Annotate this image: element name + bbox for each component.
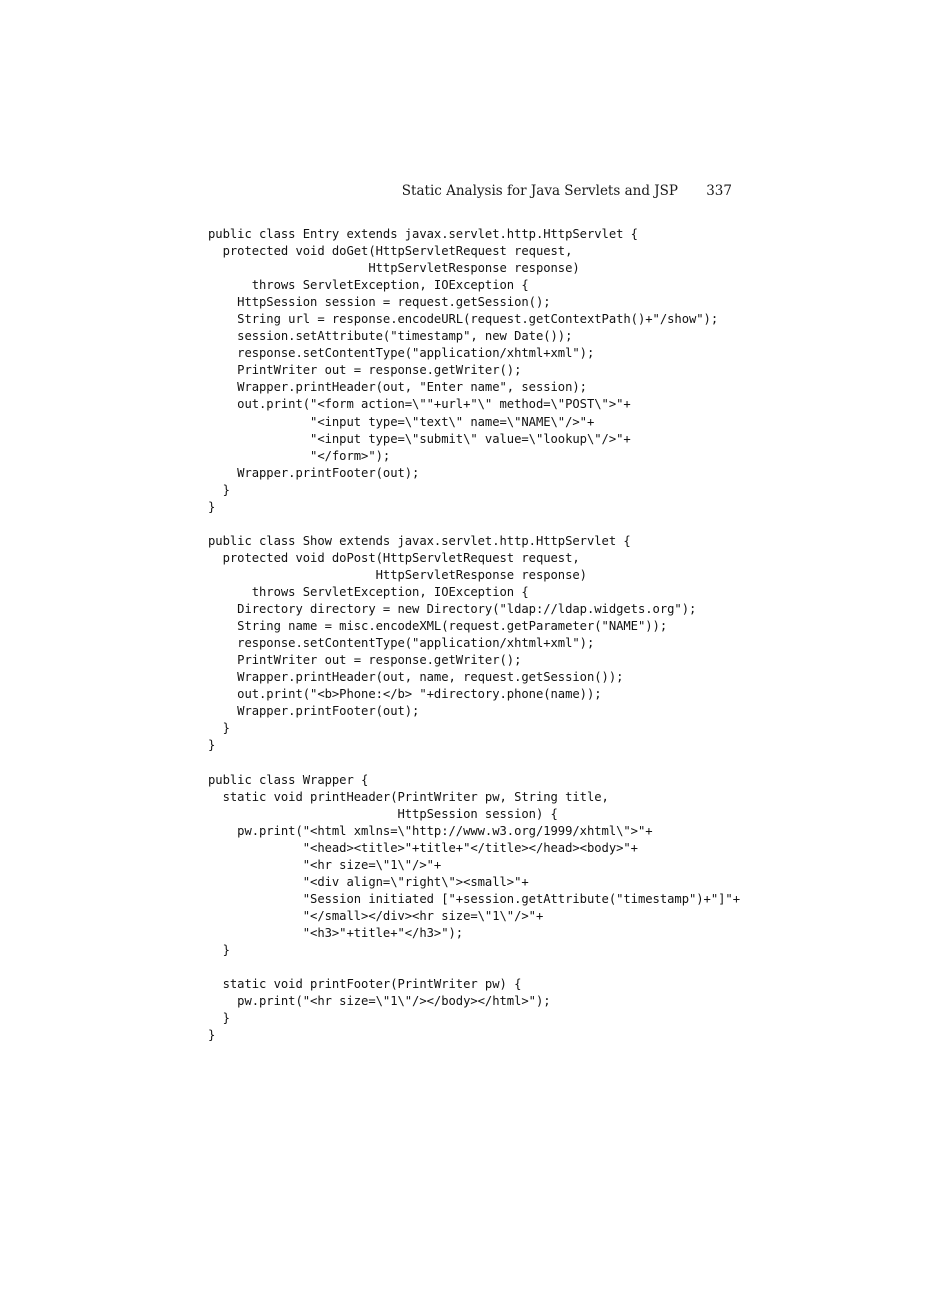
code-line: } [208,499,216,514]
code-line: response.setContentType("application/xhtml+xml"); [208,636,595,651]
code-line: PrintWriter out = response.getWriter(); [208,653,522,668]
code-line: public class Entry extends javax.servlet.http.HttpServlet { [208,227,638,241]
code-line: "<head><title>"+title+"</title></head><body>"+ [208,840,638,855]
code-line: } [208,738,216,753]
code-listing [208,226,768,1044]
code-line: throws ServletException, IOException { [208,278,529,293]
running-title: Static Analysis for Java Servlets and JSP [401,183,678,199]
code-line: protected void doGet(HttpServletRequest request, [208,244,573,259]
code-line: static void printFooter(PrintWriter pw) { [208,977,522,992]
code-line: String name = misc.encodeXML(request.getParameter("NAME")); [208,619,668,634]
code-line: "Session initiated ["+session.getAttribute("timestamp")+"]"+ [208,891,740,906]
code-line: throws ServletException, IOException { [208,584,529,599]
code-line: protected void doPost(HttpServletRequest request, [208,550,580,565]
code-line: pw.print("<hr size=\"1\"/></body></html>"); [208,994,551,1009]
code-line: } [208,1011,230,1026]
code-line: Wrapper.printFooter(out); [208,704,420,719]
code-line [208,516,768,533]
code-line: Wrapper.printFooter(out); [208,465,420,480]
code-line: "<hr size=\"1\"/>"+ [208,857,442,872]
code-line: public class Wrapper { [208,772,369,787]
code-line: public class Show extends javax.servlet.http.HttpServlet { [208,533,631,548]
code-line: response.setContentType("application/xhtml+xml"); [208,346,595,361]
code-line: } [208,721,230,736]
code-line: static void printHeader(PrintWriter pw, String title, [208,789,609,804]
code-line: HttpServletResponse response) [208,567,587,582]
code-line: out.print("<b>Phone:</b> "+directory.phone(name)); [208,687,602,702]
code-line [208,959,768,976]
code-line: "<input type=\"text\" name=\"NAME\"/>"+ [208,414,595,429]
code-line: session.setAttribute("timestamp", new Date()); [208,329,573,344]
code-line: out.print("<form action=\""+url+"\" method=\"POST\">"+ [208,397,631,412]
code-line [208,754,768,771]
code-line: "</form>"); [208,448,391,463]
page-number: 337 [706,183,732,199]
code-line: HttpServletResponse response) [208,261,580,276]
code-line: } [208,1028,216,1043]
code-line: Wrapper.printHeader(out, "Enter name", session); [208,380,587,395]
code-line: PrintWriter out = response.getWriter(); [208,363,522,378]
code-line: } [208,482,230,497]
code-line: HttpSession session = request.getSession(); [208,295,551,310]
code-line: HttpSession session) { [208,806,558,821]
code-line: pw.print("<html xmlns=\"http://www.w3.org/1999/xhtml\">"+ [208,823,653,838]
running-header [208,183,732,205]
code-line: } [208,942,230,957]
code-line: Directory directory = new Directory("ldap://ldap.widgets.org"); [208,602,697,617]
code-line: "<h3>"+title+"</h3>"); [208,925,464,940]
code-line: "<input type=\"submit\" value=\"lookup\"/>"+ [208,431,631,446]
code-line: Wrapper.printHeader(out, name, request.getSession()); [208,670,624,685]
code-line: "</small></div><hr size=\"1\"/>"+ [208,908,544,923]
code-line: String url = response.encodeURL(request.getContextPath()+"/show"); [208,312,719,327]
code-line: "<div align=\"right\"><small>"+ [208,874,529,889]
